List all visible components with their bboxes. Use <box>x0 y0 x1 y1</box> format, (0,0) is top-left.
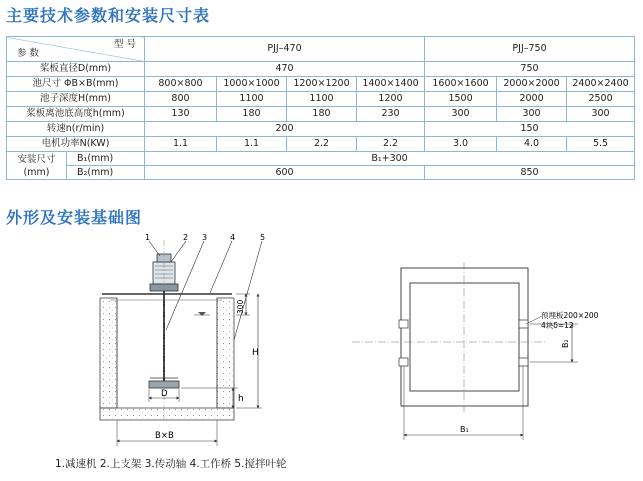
header-param-label: 参 数 <box>17 48 40 59</box>
parts-legend: 1.减速机 2.上支架 3.传动轴 4.工作桥 5.搅拌叶轮 <box>55 458 287 470</box>
table-cell: 1.1 <box>217 137 287 152</box>
table-cell: B₁+300 <box>145 152 635 166</box>
table-cell: 1500 <box>425 92 497 107</box>
row-label: 桨板直径D(mm) <box>7 62 145 77</box>
embed-plate <box>399 358 408 366</box>
table-cell: 1200 <box>357 92 425 107</box>
table-cell: 150 <box>425 122 635 137</box>
table-cell: 800×800 <box>145 77 217 92</box>
table-cell: 2400×2400 <box>567 77 635 92</box>
dim-B1: B₁ <box>460 425 469 434</box>
impeller <box>149 381 179 388</box>
tank-floor <box>100 408 234 420</box>
plan-outer <box>401 268 528 406</box>
header-model-label: 型 号 <box>113 39 136 50</box>
table-cell: 4.0 <box>497 137 567 152</box>
table-cell: 1.1 <box>145 137 217 152</box>
dim-B2: B₂ <box>561 339 570 348</box>
callout-3: 3 <box>202 233 208 242</box>
dim-h: h <box>238 394 244 404</box>
table-cell: 850 <box>425 166 635 180</box>
row-label: 转速n(r/min) <box>7 122 145 137</box>
table-cell: 470 <box>145 62 425 77</box>
right-wall <box>217 298 234 408</box>
callout-2: 2 <box>183 233 189 242</box>
table-cell: 1100 <box>217 92 287 107</box>
table-cell: 600 <box>145 166 425 180</box>
table-cell: 800 <box>145 92 217 107</box>
row-label: 池子深度H(mm) <box>7 92 145 107</box>
install-label: 安装尺寸 <box>17 153 56 165</box>
dim-D: D <box>161 389 168 399</box>
spec-table-title: 主要技术参数和安装尺寸表 <box>6 6 211 25</box>
dim-H: H <box>252 348 259 358</box>
embed-note-count: 4块δ=12 <box>541 321 574 330</box>
table-cell: 180 <box>217 107 287 122</box>
embed-note-size: 预埋板200×200 <box>541 311 599 320</box>
tank-plan-view <box>352 262 599 440</box>
row-label: B₂(mm) <box>67 166 145 180</box>
embed-plate <box>519 320 528 328</box>
drawing-title: 外形及安装基础图 <box>6 208 143 227</box>
dim-300: 300 <box>236 299 245 314</box>
table-cell: 1000×1000 <box>217 77 287 92</box>
table-cell: 1200×1200 <box>287 77 357 92</box>
table-cell: 2000×2000 <box>497 77 567 92</box>
table-cell: 5.5 <box>567 137 635 152</box>
left-wall <box>100 298 117 408</box>
callout-4: 4 <box>230 233 236 242</box>
table-cell: 750 <box>425 62 635 77</box>
table-cell: 1100 <box>287 92 357 107</box>
callout-5: 5 <box>260 233 266 242</box>
model-b-header: PJJ–750 <box>425 37 635 62</box>
table-cell: 200 <box>145 122 425 137</box>
table-cell: 230 <box>357 107 425 122</box>
row-label: 电机功率N(KW) <box>7 137 145 152</box>
table-cell: 2500 <box>567 92 635 107</box>
table-cell: 2.2 <box>357 137 425 152</box>
embed-plate <box>519 358 528 366</box>
table-cell: 300 <box>497 107 567 122</box>
table-cell: 3.0 <box>425 137 497 152</box>
model-a-header: PJJ–470 <box>145 37 425 62</box>
tank-section-view <box>100 233 265 446</box>
plan-inner <box>410 283 519 391</box>
table-cell: 2000 <box>497 92 567 107</box>
table-cell: 300 <box>425 107 497 122</box>
table-cell: 1400×1400 <box>357 77 425 92</box>
table-cell: 1600×1600 <box>425 77 497 92</box>
table-cell: 300 <box>567 107 635 122</box>
dim-BxB: B×B <box>155 431 174 441</box>
embed-plate <box>399 320 408 328</box>
row-label: B₁(mm) <box>67 152 145 166</box>
install-unit: (mm) <box>23 166 50 178</box>
table-cell: 2.2 <box>287 137 357 152</box>
row-label: 池尺寸 ΦB×B(mm) <box>7 77 145 92</box>
row-label: 桨板离池底高度h(mm) <box>7 107 145 122</box>
callout-1: 1 <box>145 233 151 242</box>
table-cell: 130 <box>145 107 217 122</box>
table-cell: 180 <box>287 107 357 122</box>
